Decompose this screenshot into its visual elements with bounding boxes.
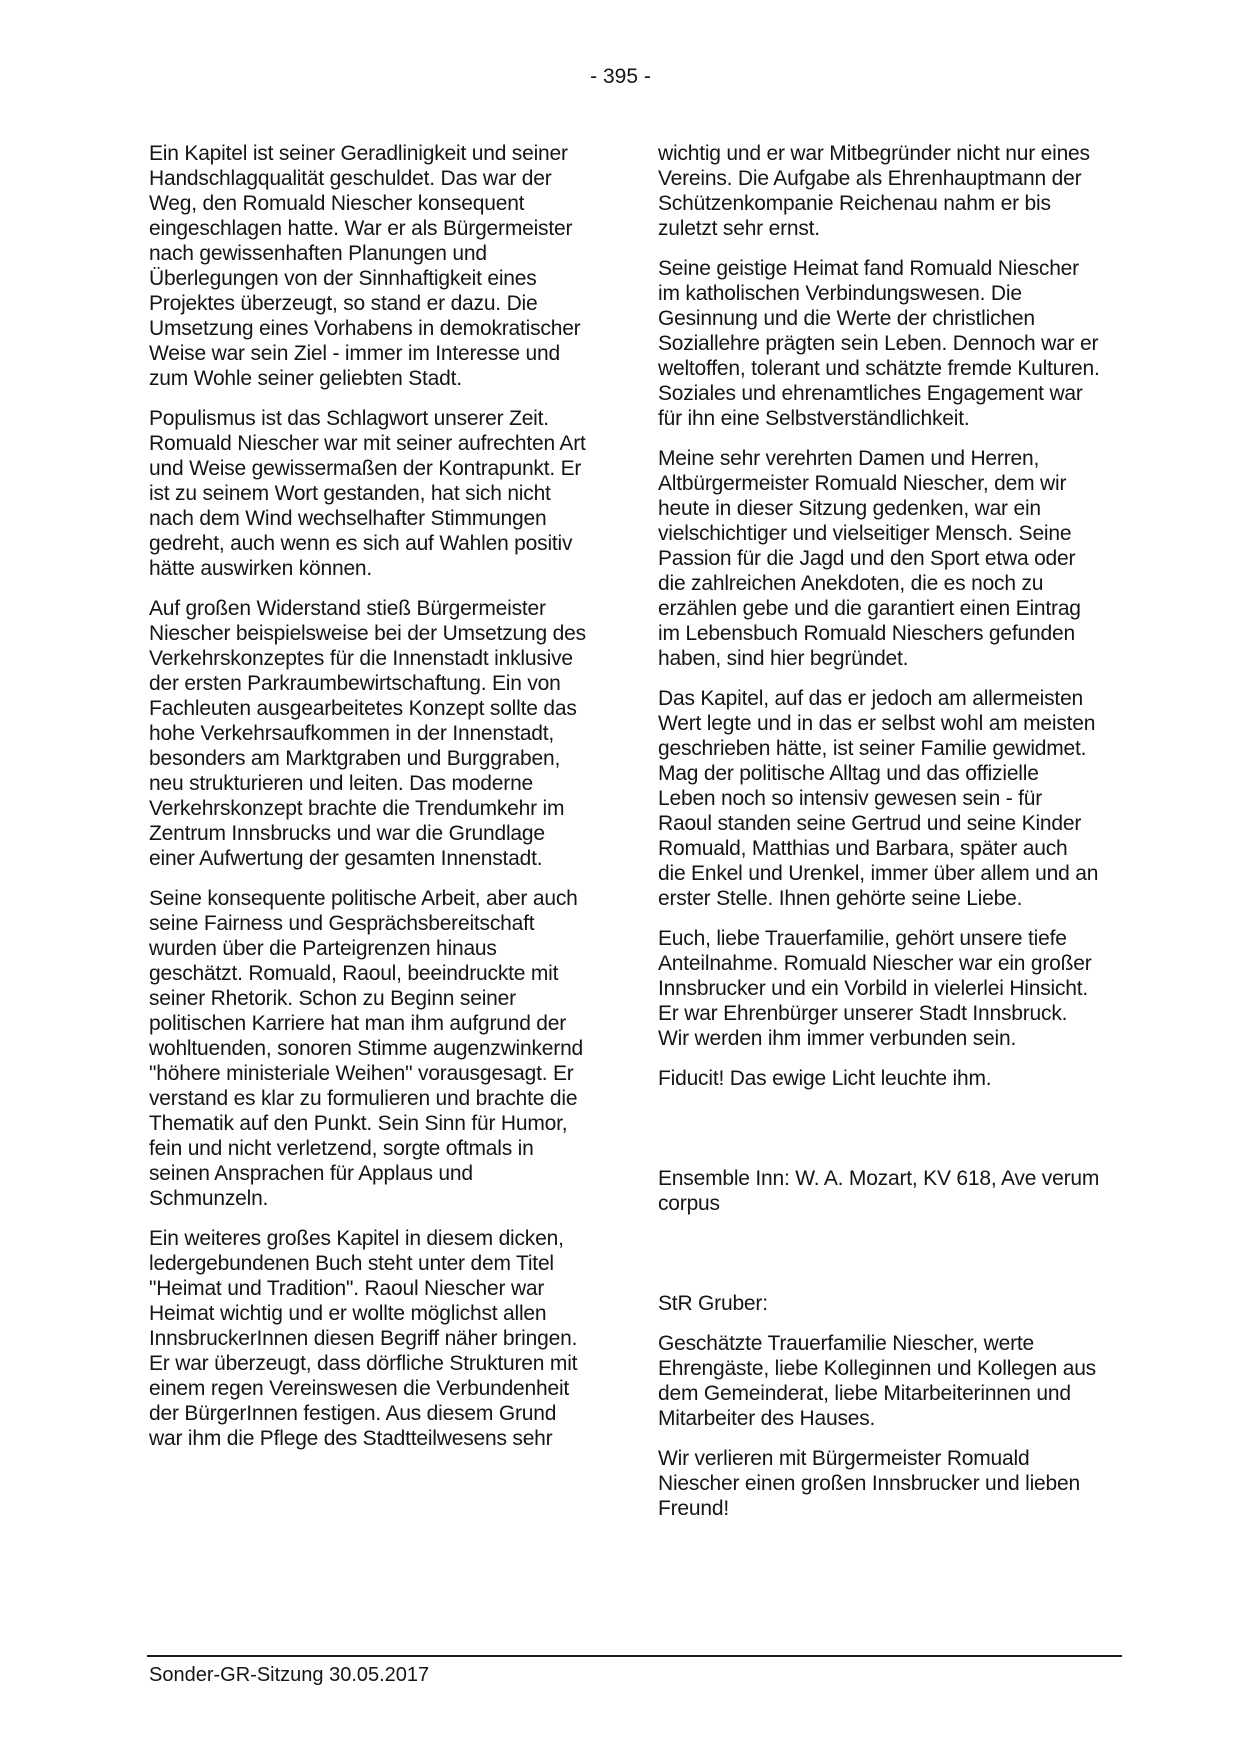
text-columns bbox=[149, 141, 1100, 1536]
paragraph: Seine geistige Heimat fand Romuald Niescher im katholischen Verbindungswesen. Die Gesinnung und die Werte der christlichen Soziallehre prägten sein Leben. Dennoch war er weltoffen, tolerant und schätzte fremde Kulturen. Soziales und ehrenamtliches Engagement war für ihn eine Selbstverständlichkeit. bbox=[658, 257, 1100, 430]
paragraph: Fiducit! Das ewige Licht leuchte ihm. bbox=[658, 1067, 992, 1090]
right-column bbox=[658, 141, 1100, 1536]
paragraph: Geschätzte Trauerfamilie Niescher, werte Ehrengäste, liebe Kolleginnen und Kollegen aus dem Gemeinderat, liebe Mitarbeiterinnen und Mitarbeiter des Hauses. bbox=[658, 1332, 1096, 1430]
paragraph: Wir verlieren mit Bürgermeister Romuald Niescher einen großen Innsbrucker und lieben Freund! bbox=[658, 1447, 1080, 1520]
paragraph: Seine konsequente politische Arbeit, aber auch seine Fairness und Gesprächsbereitschaft wurden über die Parteigrenzen hinaus geschätzt. Romuald, Raoul, beeindruckte mit seiner Rhetorik. Schon zu Beginn seiner politischen Karriere hat man ihm aufgrund der wohltuenden, sonoren Stimme augenzwinkernd "höhere ministeriale Weihen" vorausgesagt. Er verstand es klar zu formulieren und brachte die Thematik auf den Punkt. Sein Sinn für Humor, fein und nicht verletzend, sorgte oftmals in seinen Ansprachen für Applaus und Schmunzeln. bbox=[149, 887, 584, 1210]
paragraph: Populismus ist das Schlagwort unserer Zeit. Romuald Niescher war mit seiner aufrechten Art und Weise gewissermaßen der Kontrapunkt. Er ist zu seinem Wort gestanden, hat sich nicht nach dem Wind wechselhafter Stimmungen gedreht, auch wenn es sich auf Wahlen positiv hätte auswirken können. bbox=[149, 407, 586, 580]
paragraph: Meine sehr verehrten Damen und Herren, Altbürgermeister Romuald Niescher, dem wir heute in dieser Sitzung gedenken, war ein vielschichtiger und vielseitiger Mensch. Seine Passion für die Jagd und den Sport etwa oder die zahlreichen Anekdoten, die es noch zu erzählen gebe und die garantiert einen Eintrag im Lebensbuch Romuald Nieschers gefunden haben, sind hier begründet. bbox=[658, 447, 1081, 670]
paragraph: Ein weiteres großes Kapitel in diesem dicken, ledergebundenen Buch steht unter dem Titel "Heimat und Tradition". Raoul Niescher war Heimat wichtig und er wollte möglichst allen InnsbruckerInnen diesen Begriff näher bringen. Er war überzeugt, dass dörfliche Strukturen mit einem regen Vereinswesen die Verbundenheit der BürgerInnen festigen. Aus diesem Grund war ihm die Pflege des Stadtteilwesens sehr bbox=[149, 1227, 578, 1450]
paragraph: Euch, liebe Trauerfamilie, gehört unsere tiefe Anteilnahme. Romuald Niescher war ein großer Innsbrucker und ein Vorbild in vielerlei Hinsicht. Er war Ehrenbürger unserer Stadt Innsbruck. Wir werden ihm immer verbunden sein. bbox=[658, 927, 1092, 1050]
paragraph: Ein Kapitel ist seiner Geradlinigkeit und seiner Handschlagqualität geschuldet. Das war der Weg, den Romuald Niescher konsequent eingeschlagen hatte. War er als Bürgermeister nach gewissenhaften Planungen und Überlegungen von der Sinnhaftigkeit eines Projektes überzeugt, so stand er dazu. Die Umsetzung eines Vorhabens in demokratischer Weise war sein Ziel - immer im Interesse und zum Wohle seiner geliebten Stadt. bbox=[149, 142, 581, 390]
footer-divider bbox=[147, 1655, 1122, 1657]
paragraph: Das Kapitel, auf das er jedoch am allermeisten Wert legte und in das er selbst wohl am meisten geschrieben hätte, ist seiner Familie gewidmet. Mag der politische Alltag und das offizielle Leben noch so intensiv gewesen sein - für Raoul standen seine Gertrud und seine Kinder Romuald, Matthias und Barbara, später auch die Enkel und Urenkel, immer über allem und an erster Stelle. Ihnen gehörte seine Liebe. bbox=[658, 687, 1099, 910]
paragraph: Auf großen Widerstand stieß Bürgermeister Niescher beispielsweise bei der Umsetzung des Verkehrskonzeptes für die Innenstadt inklusive der ersten Parkraumbewirtschaftung. Ein von Fachleuten ausgearbeitetes Konzept sollte das hohe Verkehrsaufkommen in der Innenstadt, besonders am Marktgraben und Burggraben, neu strukturieren und leiten. Das moderne Verkehrskonzept brachte die Trendumkehr im Zentrum Innsbrucks und war die Grundlage einer Aufwertung der gesamten Innenstadt. bbox=[149, 597, 586, 870]
paragraph-speaker-heading: StR Gruber: bbox=[658, 1292, 768, 1315]
left-column bbox=[149, 141, 591, 1536]
footer-session-label: Sonder-GR-Sitzung 30.05.2017 bbox=[149, 1664, 430, 1686]
paragraph-music-note: Ensemble Inn: W. A. Mozart, KV 618, Ave verum corpus bbox=[658, 1167, 1100, 1215]
page-number: - 395 - bbox=[590, 65, 651, 88]
paragraph: wichtig und er war Mitbegründer nicht nur eines Vereins. Die Aufgabe als Ehrenhauptmann der Schützenkompanie Reichenau nahm er bis zuletzt sehr ernst. bbox=[658, 142, 1090, 240]
